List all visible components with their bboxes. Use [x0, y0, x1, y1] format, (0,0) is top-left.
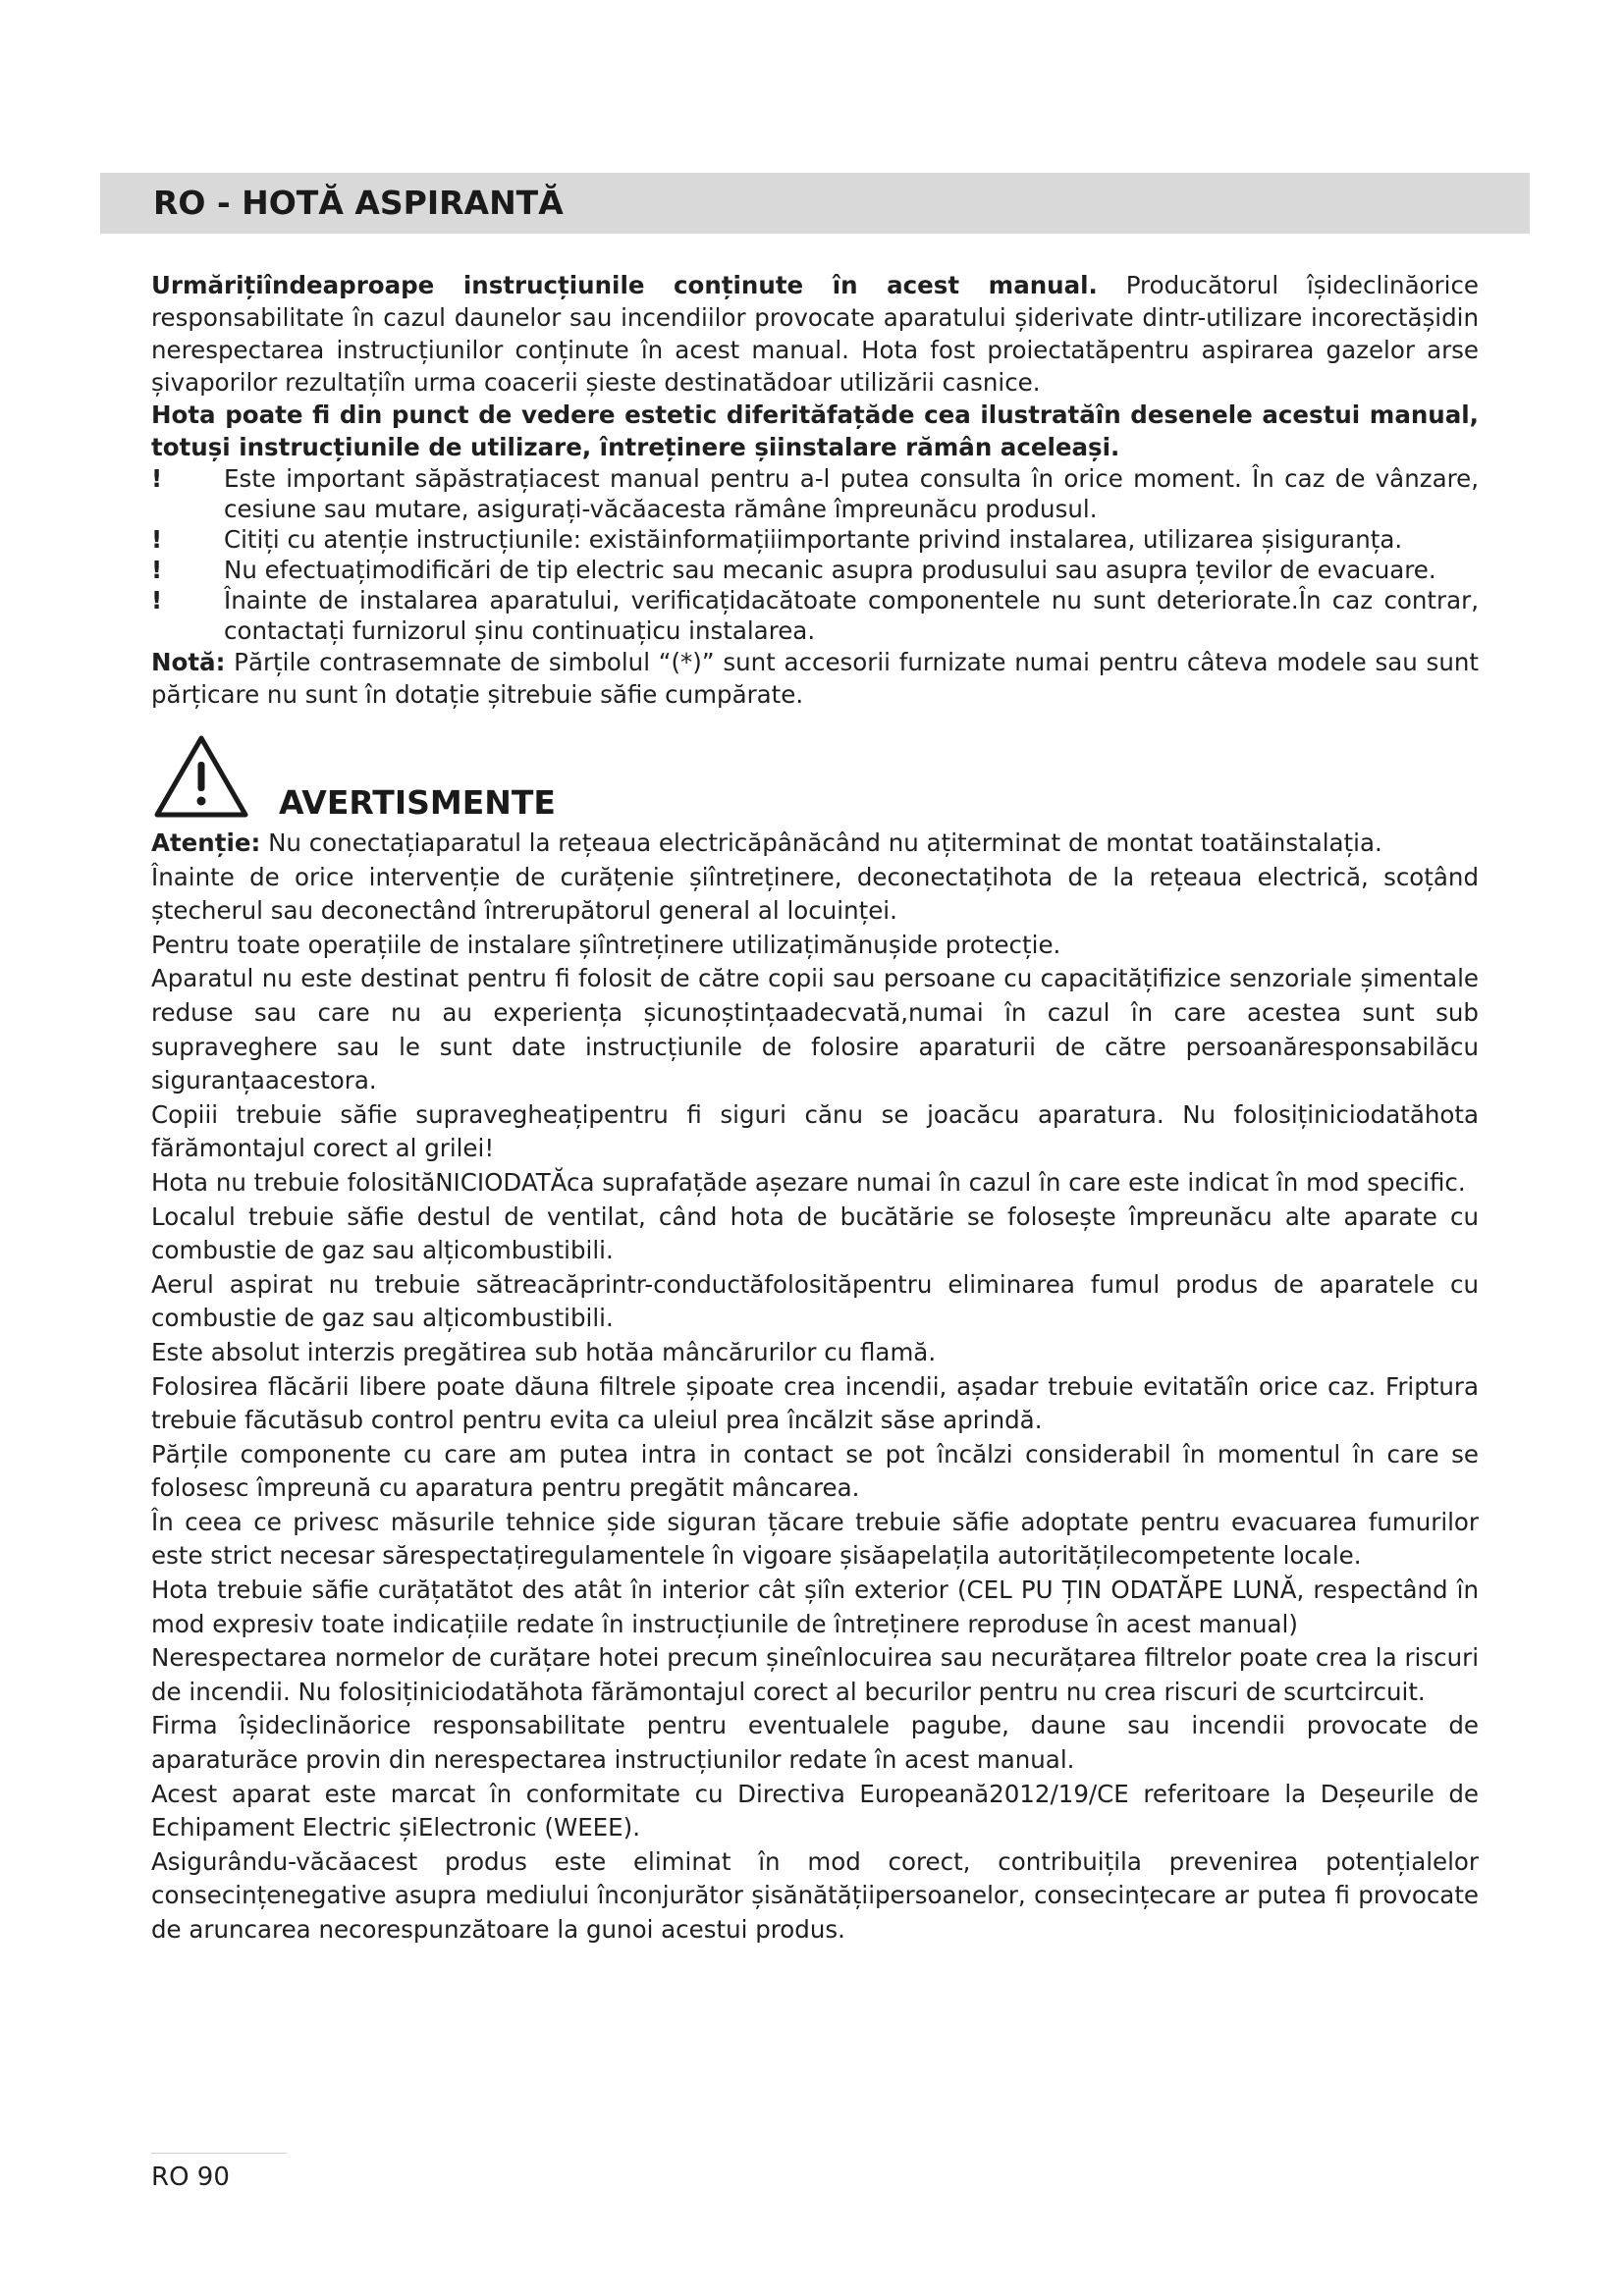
bullet-text: Este important săpăstrațiacest manual pentru a-l putea consulta în orice moment. În caz de vânzare, cesiune sau mutare, asigurați-văcăacesta rămâne împreunăcu produsul. — [224, 464, 1479, 523]
bullet-text: Nu efectuațimodificări de tip electric sau mecanic asupra produsului sau asupra țevilor de evacuare. — [224, 556, 1436, 584]
exclamation-icon: ! — [151, 556, 163, 584]
attention-label: Atenție: — [151, 828, 261, 857]
page-number: RO 90 — [151, 2163, 230, 2192]
warning-paragraph: Acest aparat este marcat în conformitate cu Directiva Europeană2012/19/CE referitoare la Deșeurile de Echipament Electric șiElectronic (WEEE). — [151, 1779, 1479, 1842]
document-body — [151, 269, 1479, 1948]
footer-divider — [151, 2153, 287, 2154]
warning-paragraph: Hota trebuie săfie curățatătot des atât în interior cât șiîn exterior (CEL PU ȚIN ODATĂPE LUNĂ, respectând în mod expresiv toate indicațiile redate în instrucțiunile de întreținere reproduse în acest manual) — [151, 1575, 1479, 1638]
intro-lead: Urmărițiîndeaproape instrucțiunile conținute în acest manual. — [151, 271, 1098, 299]
exclamation-icon: ! — [151, 525, 163, 554]
section-header-band — [100, 173, 1530, 234]
warning-paragraph: Copiii trebuie săfie supravegheațipentru fi siguri cănu se joacăcu aparatura. Nu folosiținiciodatăhota fărămontajul corect al grilei! — [151, 1099, 1479, 1163]
warning-triangle-icon — [151, 732, 251, 823]
warnings-title: AVERTISMENTE — [279, 783, 556, 822]
warning-paragraph: Hota nu trebuie folosităNICIODATĂca suprafațăde așezare numai în cazul în care este indicat în mod specific. — [151, 1167, 1466, 1197]
bullet-item — [151, 524, 1479, 555]
bullet-item — [151, 585, 1479, 646]
warning-paragraph: Aparatul nu este destinat pentru fi folosit de către copii sau persoane cu capacitățifizice senzoriale șimentale reduse sau care nu au experiența șicunoștințaadecvată,numai în cazul în care acestea sunt sub supraveghere sau le sunt date instrucțiunile de folosire aparaturii de către persoanăresponsabilăcu siguranțaacestora. — [151, 964, 1479, 1095]
warning-paragraph: Folosirea flăcării libere poate dăuna filtrele șipoate crea incendii, așadar trebuie evitatăîn orice caz. Friptura trebuie făcutăsub control pentru evita ca uleiul prea încălzit săse aprindă. — [151, 1371, 1479, 1435]
bullet-text: Înainte de instalarea aparatului, verificațidacătoate componentele nu sunt deteriorate.În caz contrar, contactați furnizorul șinu continuațicu instalarea. — [224, 586, 1479, 645]
note-text: Părțile contrasemnate de simbolul “(*)” sunt accesorii furnizate numai pentru câteva modele sau sunt părțicare nu sunt în dotație șitrebuie săfie cumpărate. — [151, 648, 1479, 709]
intro-text: Producătorul îșideclinăorice responsabilitate în cazul daunelor sau incendiilor provocate aparatului șiderivate dintr-utilizare incorectășidin nerespectarea instrucțiunilor conținute în acest manual. Hota fost proiectatăpentru aspirarea gazelor arse șivaporilor rezultațiîn urma coacerii șieste destinatădoar utilizării casnice. — [151, 271, 1480, 397]
bullet-text: Citiți cu atenție instrucțiunile: existăinformațiiimportante privind instalarea, utilizarea șisiguranța. — [224, 525, 1403, 554]
warning-paragraph: Înainte de orice intervenție de curățenie șiîntreținere, deconectațihota de la rețeaua electrică, scoțând ștecherul sau deconectând întrerupătorul general al locuinței. — [151, 862, 1479, 926]
warning-paragraph: Părțile componente cu care am putea intra in contact se pot încălzi considerabil în momentul în care se folosesc împreună cu aparatura pentru pregătit mâncarea. — [151, 1439, 1479, 1503]
design-note-paragraph: Hota poate fi din punct de vedere estetic diferităfațăde cea ilustratăîn desenele acestui manual, totuși instrucțiunile de utilizare, întreținere șiinstalare rămân aceleași. — [151, 400, 1479, 461]
warning-paragraph: Asigurându-văcăacest produs este eliminat în mod corect, contribuițila prevenirea potențialelor consecințenegative asupra mediului înconjurător șisănătățiipersoanelor, consecințecare ar putea fi provocate de aruncarea necorespunzătoare la gunoi acestui produs. — [151, 1846, 1479, 1944]
exclamation-icon: ! — [151, 586, 163, 614]
warning-paragraph: În ceea ce privesc măsurile tehnice șide siguran țăcare trebuie săfie adoptate pentru evacuarea fumurilor este strict necesar sărespectațiregulamentele în vigoare șisăapelațila autoritățilecompetente locale. — [151, 1507, 1479, 1571]
attention-paragraph — [151, 827, 1479, 861]
note-label: Notă: — [151, 648, 226, 676]
exclamation-icon: ! — [151, 464, 163, 493]
warning-paragraph: Firma îșideclinăorice responsabilitate pentru eventualele pagube, daune sau incendii provocate de aparaturăce provin din nerespectarea instrucțiunilor redate în acest manual. — [151, 1711, 1479, 1775]
warning-paragraph: Nerespectarea normelor de curățare hotei precum șineînlocuirea sau necurățarea filtrelor poate crea la riscuri de incendii. Nu folosiținiciodatăhota fărămontajul corect al becurilor pentru nu crea riscuri de scurtcircuit. — [151, 1643, 1479, 1706]
bullet-item — [151, 555, 1479, 585]
attention-text: Nu conectațiaparatul la rețeaua electricăpânăcând nu ațiterminat de montat toatăinstalația. — [268, 828, 1382, 857]
warning-paragraph: Localul trebuie săfie destul de ventilat, când hota de bucătărie se folosește împreunăcu alte aparate cu combustie de gaz sau alțicombustibili. — [151, 1201, 1479, 1265]
warnings-heading — [151, 732, 1479, 827]
warnings-body — [151, 827, 1479, 1948]
section-title: RO - HOTĂ ASPIRANTĂ — [153, 184, 564, 222]
note-paragraph — [151, 646, 1479, 711]
warning-paragraph: Este absolut interzis pregătirea sub hotăa mâncărurilor cu flamă. — [151, 1337, 937, 1366]
intro-paragraph — [151, 269, 1479, 399]
bullet-item — [151, 463, 1479, 524]
warning-paragraph: Aerul aspirat nu trebuie sătreacăprintr-conductăfolosităpentru eliminarea fumul produs de aparatele cu combustie de gaz sau alțicombustibili. — [151, 1269, 1479, 1333]
warning-paragraph: Pentru toate operațiile de instalare șiîntreținere utilizațimănușide protecție. — [151, 930, 1061, 959]
